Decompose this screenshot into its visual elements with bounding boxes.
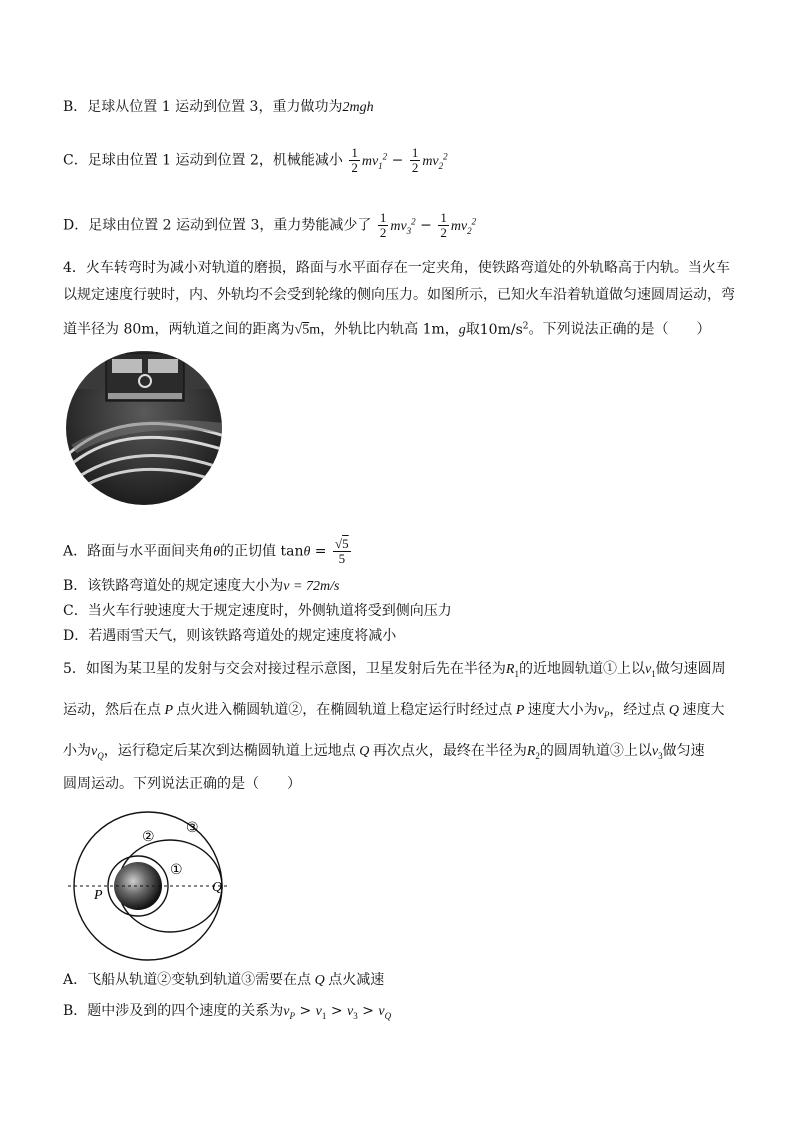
- q5-stem-line4: 圆周运动。下列说法正确的是（ ）: [63, 776, 301, 792]
- point-p-label: P: [94, 888, 103, 903]
- q3-option-d: D．足球由位置 2 运动到位置 3，重力势能减少了 $\frac{1}{2}$ $mv_3^2$ − $\frac{1}{2}$ $mv_2^2$: [63, 210, 477, 241]
- fraction: $\frac{√5}{5}$: [335, 536, 349, 566]
- q5-option-a: A．飞船从轨道②变轨到轨道③需要在点 Q 点火减速: [63, 972, 385, 988]
- q5-stem-line1: 5．如图为某卫星的发射与交会对接过程示意图，卫星发射后先在半径为$R_1$的近地圆轨道①上以$v_1$做匀速圆周: [63, 661, 726, 679]
- fraction: $\frac{1}{2}$: [379, 210, 387, 241]
- point-q-label: Q: [212, 880, 223, 895]
- q3-option-b-math: 2mgh: [342, 100, 374, 115]
- fraction: $\frac{1}{2}$: [351, 145, 358, 176]
- q5-stem-line2: 运动，然后在点 P 点火进入椭圆轨道②，在椭圆轨道上稳定运行时经过点 P 速度大小为$v_P$，经过点 Q 速度大: [63, 702, 725, 720]
- train-photo: [64, 349, 224, 507]
- q4-stem-line3: 道半径为 80m，两轨道之间的距离为√5m，外轨比内轨高 1m，g取$10m/s^2$。下列说法正确的是（ ）: [63, 321, 711, 338]
- q4-option-a: A．路面与水平面间夹角θ的正切值 tanθ = $\frac{√5}{5}$: [63, 536, 349, 566]
- orbit-label-1: ①: [170, 862, 183, 878]
- q3-option-b: B．足球从位置 1 运动到位置 3，重力做功为2mgh: [63, 99, 374, 115]
- q3-option-c: C．足球由位置 1 运动到位置 2，机械能减小 $\frac{1}{2}$ $mv_1^2$ − $\frac{1}{2}$ $mv_2^2$: [63, 145, 448, 176]
- orbit-label-2: ②: [142, 829, 155, 845]
- orbit-label-3: ③: [186, 820, 199, 836]
- orbit-diagram: [62, 808, 232, 962]
- q4-stem-line2: 以规定速度行驶时，内、外轨均不会受到轮缘的侧向压力。如图所示，已知火车沿着轨道做匀速圆周运动，弯: [63, 287, 735, 303]
- q5-stem-line3: 小为$v_Q$，运行稳定后某次到达椭圆轨道上远地点 Q 再次点火，最终在半径为$R_2$的圆周轨道③上以$v_3$做匀速: [63, 743, 705, 761]
- q4-option-c: C．当火车行驶速度大于规定速度时，外侧轨道将受到侧向压力: [63, 603, 452, 619]
- q4-option-d: D．若遇雨雪天气，则该铁路弯道处的规定速度将减小: [63, 628, 397, 644]
- q4-stem-line1: 4．火车转弯时为减小对轨道的磨损，路面与水平面存在一定夹角，使铁路弯道处的外轨略高于内轨。当火车: [63, 260, 730, 276]
- q5-option-b: B．题中涉及到的四个速度的关系为$v_P > v_1 > v_3 > v_Q$: [63, 1003, 392, 1021]
- fraction: $\frac{1}{2}$: [440, 210, 447, 241]
- q4-option-b: B．该铁路弯道处的规定速度大小为v = 72m/s: [63, 578, 340, 594]
- fraction: $\frac{1}{2}$: [411, 145, 419, 176]
